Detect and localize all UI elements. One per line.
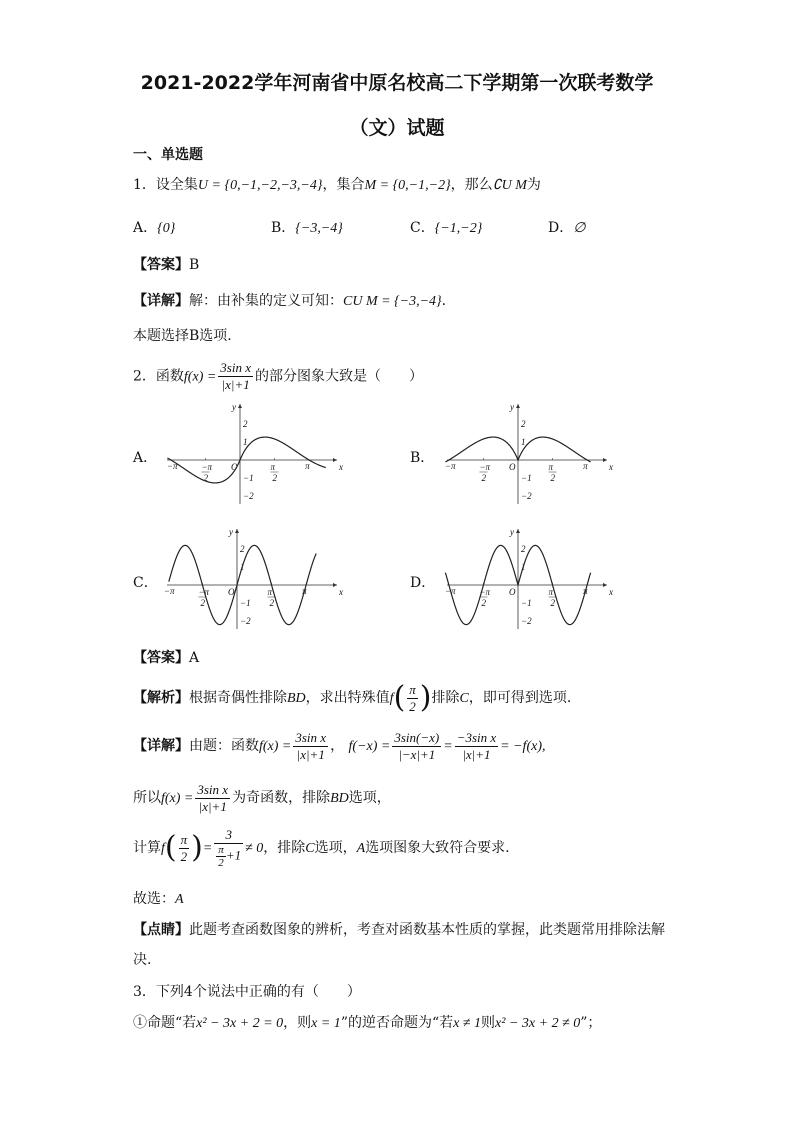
q1-end: 为 bbox=[526, 177, 541, 193]
tick-label-half-pi-den: 2 bbox=[269, 598, 275, 608]
q2-stem: 2．函数f(x) = $\frac{\text{3sin x}}{|x|+1}$ 的部分图象大致是（ ） bbox=[133, 360, 423, 392]
tick-label-half-pi-den: 2 bbox=[272, 473, 278, 483]
tick-label-half-pi-num: π bbox=[270, 462, 276, 472]
tick-label-neg1: −1 bbox=[240, 598, 251, 608]
y-axis-arrow bbox=[516, 529, 520, 533]
tick-label-neg2: −2 bbox=[521, 491, 532, 501]
tick-label-neg-half-pi-den: 2 bbox=[203, 473, 208, 483]
y-label: y bbox=[229, 527, 233, 537]
tick-label-neg-half-pi-den: 2 bbox=[481, 598, 486, 608]
graph-c bbox=[165, 525, 345, 635]
tick-label-neg1: −1 bbox=[521, 598, 532, 608]
tick-label-neg2: −2 bbox=[521, 616, 532, 626]
q1-mid: ，集合 bbox=[322, 177, 365, 193]
x-axis-arrow bbox=[603, 583, 607, 587]
graph-a bbox=[165, 400, 345, 510]
q2-analysis: 【解析】根据奇偶性排除BD，求出特殊值f( $\frac{\pi}{2}$ )排除C，即可得到选项. bbox=[133, 680, 572, 715]
origin-label: O bbox=[231, 462, 238, 472]
q1-stem bbox=[133, 175, 541, 196]
x-axis-arrow bbox=[333, 583, 337, 587]
x-axis-arrow bbox=[603, 458, 607, 462]
origin-label: O bbox=[509, 462, 516, 472]
q2-point2: 决. bbox=[133, 952, 152, 968]
tick-label-neg-half-pi-num: −π bbox=[479, 462, 491, 472]
section-heading: 一、单选题 bbox=[133, 147, 203, 163]
tick-label-neg-half-pi-num: −π bbox=[201, 462, 213, 472]
graph-label-a: A． bbox=[133, 450, 158, 466]
tick-label-half-pi-den: 2 bbox=[550, 473, 556, 483]
q1-complement: ∁U M bbox=[492, 178, 527, 193]
tick-label-neg-half-pi-den: 2 bbox=[481, 473, 486, 483]
q1-conclusion: 本题选择B选项. bbox=[133, 328, 232, 344]
x-label: x bbox=[339, 587, 343, 597]
tick-label-2: 2 bbox=[243, 419, 248, 429]
graph-label-d: D． bbox=[410, 575, 436, 591]
y-label: y bbox=[510, 527, 514, 537]
q2-pick: 故选：A bbox=[133, 891, 184, 907]
tick-label-pi: π bbox=[583, 461, 588, 471]
origin-label: O bbox=[228, 587, 235, 597]
q2-so: 所以f(x) = $\frac{\text{3sin x}}{|x|+1}$ 为奇函数，排除BD选项， bbox=[133, 781, 391, 814]
tick-label-2: 2 bbox=[240, 544, 245, 554]
tick-label-2: 2 bbox=[521, 419, 526, 429]
q1-option-c: C．{−1,−2} bbox=[410, 220, 483, 236]
q1-option-b: B．{−3,−4} bbox=[271, 220, 343, 236]
tick-label-neg1: −1 bbox=[521, 473, 532, 483]
tick-label-half-pi-den: 2 bbox=[550, 598, 556, 608]
tick-label-neg-pi: −π bbox=[166, 461, 178, 471]
title-line2: （文）试题 bbox=[349, 117, 445, 139]
y-label: y bbox=[232, 402, 236, 412]
y-axis-arrow bbox=[235, 529, 239, 533]
tick-label-neg-half-pi-num: −π bbox=[479, 587, 491, 597]
tick-label-1: 1 bbox=[521, 562, 526, 572]
q3-stem: 3．下列4个说法中正确的有（ ） bbox=[133, 984, 361, 1000]
tick-label-pi: π bbox=[302, 586, 307, 596]
tick-label-neg2: −2 bbox=[240, 616, 251, 626]
q2-point: 【点睛】此题考查函数图象的辨析，考查对函数基本性质的掌握，此类题常用排除法解 bbox=[133, 922, 665, 938]
tick-label-1: 1 bbox=[243, 437, 248, 447]
tick-label-half-pi-num: π bbox=[548, 462, 554, 472]
tick-label-half-pi-num: π bbox=[267, 587, 273, 597]
tick-label-half-pi-num: π bbox=[548, 587, 554, 597]
q1-detail: 【详解】解：由补集的定义可知：CU M = {−3,−4}. bbox=[133, 293, 447, 309]
tick-label-neg-half-pi-num: −π bbox=[198, 587, 210, 597]
y-axis-arrow bbox=[516, 404, 520, 408]
tick-label-pi: π bbox=[305, 461, 310, 471]
tick-label-1: 1 bbox=[240, 562, 245, 572]
graph-d bbox=[445, 525, 615, 635]
x-axis-arrow bbox=[333, 458, 337, 462]
q1-answer: 【答案】B bbox=[133, 257, 200, 273]
graph-b bbox=[445, 400, 615, 510]
tick-label-neg-pi: −π bbox=[163, 586, 175, 596]
q3-item1: ①命题“若x² − 3x + 2 = 0，则x = 1”的逆否命题为“若x ≠ 1则x² − 3x + 2 ≠ 0”； bbox=[133, 1015, 602, 1031]
tick-label-2: 2 bbox=[521, 544, 526, 554]
x-label: x bbox=[339, 462, 343, 472]
q1-tail: ，那么 bbox=[450, 177, 493, 193]
tick-label-pi: π bbox=[583, 586, 588, 596]
title-line1: 2021-2022学年河南省中原名校高二下学期第一次联考数学 bbox=[140, 72, 654, 94]
q2-answer: 【答案】A bbox=[133, 650, 200, 666]
q1-set-m: M = {0,−1,−2} bbox=[364, 178, 451, 193]
x-label: x bbox=[609, 462, 613, 472]
graph-label-c: C． bbox=[133, 575, 158, 591]
q1-option-d: D．∅ bbox=[548, 220, 586, 236]
q1-set-u: U = {0,−1,−2,−3,−4} bbox=[197, 178, 323, 193]
y-axis-arrow bbox=[238, 404, 242, 408]
origin-label: O bbox=[509, 587, 516, 597]
y-label: y bbox=[510, 402, 514, 412]
tick-label-neg-pi: −π bbox=[444, 586, 456, 596]
tick-label-1: 1 bbox=[521, 437, 526, 447]
q2-calc: 计算f( $\frac{\pi}{2}$ )= 3 $\frac{\pi}{2}$ +1 ≠ 0，排除C选项，A选项图象大致符合要求. bbox=[133, 827, 510, 869]
q2-detail: 【详解】由题：函数f(x) = $\frac{\text{3sin x}}{|x|+1}$ ， f(−x) = $\frac{3\sin(-x)}{|-x|+1}$ = $\frac{\text{−3sin x}}{|x|+1}$ = −f(x), bbox=[133, 729, 546, 762]
tick-label-neg2: −2 bbox=[243, 491, 254, 501]
tick-label-neg-pi: −π bbox=[444, 461, 456, 471]
x-label: x bbox=[609, 587, 613, 597]
graph-label-b: B． bbox=[410, 450, 435, 466]
tick-label-neg-half-pi-den: 2 bbox=[200, 598, 205, 608]
q1-option-a: A．{0} bbox=[133, 220, 176, 236]
tick-label-neg1: −1 bbox=[243, 473, 254, 483]
q1-prefix: 1．设全集 bbox=[133, 177, 198, 193]
